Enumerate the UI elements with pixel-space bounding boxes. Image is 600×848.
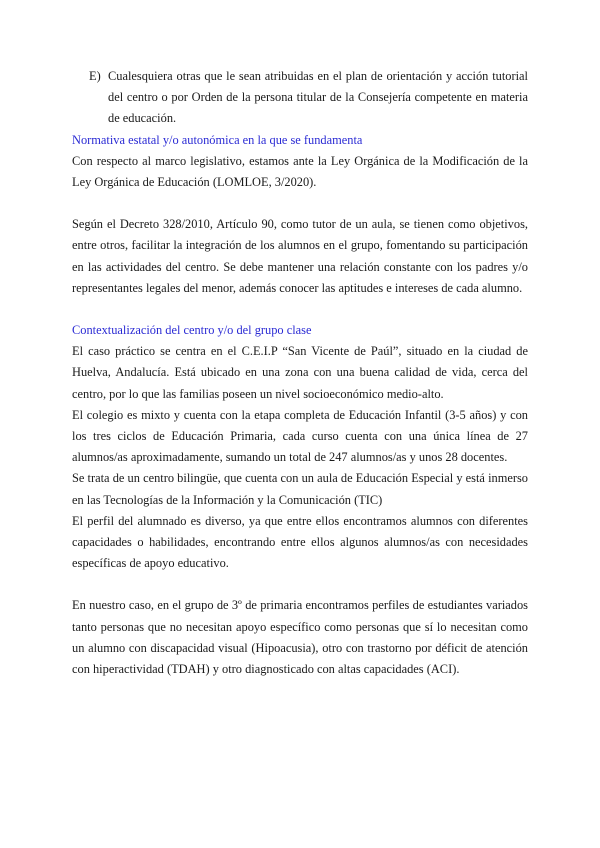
- paragraph-caso-practico: El caso práctico se centra en el C.E.I.P “San Vicente de Paúl”, situado en la ciudad de Huelva, Andalucía. Está ubicado en una zona con una buena calidad de vida, cerca del centro, por lo que las familias poseen un nivel socioeconómico medio-alto.: [72, 344, 528, 401]
- paragraph-spacer: [72, 193, 528, 214]
- document-page: [72, 66, 528, 680]
- paragraph-spacer: [72, 574, 528, 595]
- paragraph-decreto: Según el Decreto 328/2010, Artículo 90, como tutor de un aula, se tienen como objetivos, entre otros, facilitar la integración de los alumnos en el grupo, fomentando su participación en las actividades del centro. Se debe mantener una relación constante con los padres y/o representantes legales del menor, además conocer las aptitudes e intereses de cada alumno.: [72, 217, 528, 295]
- list-marker: E): [89, 69, 101, 83]
- paragraph-grupo-tercero: En nuestro caso, en el grupo de 3º de primaria encontramos perfiles de estudiantes variados tanto personas que no necesitan apoyo específico como personas que sí lo necesitan como un alumno con discapacidad visual (Hipoacusia), otro con trastorno por déficit de atención con hiperactividad (TDAH) y otro diagnosticado con altas capacidades (ACI).: [72, 598, 528, 677]
- section-heading-contextualizacion: Contextualización del centro y/o del grupo clase: [72, 323, 312, 338]
- paragraph-marco-legislativo: Con respecto al marco legislativo, estamos ante la Ley Orgánica de la Modificación de la Ley Orgánica de Educación (LOMLOE, 3/2020).: [72, 153, 528, 190]
- paragraph-perfil-alumnado: El perfil del alumnado es diverso, ya que entre ellos encontramos alumnos con diferentes capacidades o habilidades, encontrando entre ellos algunos alumnos/as con necesidades específicas de apoyo educativo.: [72, 513, 528, 571]
- paragraph-spacer: [72, 299, 528, 320]
- paragraph-colegio-mixto: El colegio es mixto y cuenta con la etapa completa de Educación Infantil (3-5 años) y con los tres ciclos de Educación Primaria, cada curso cuenta con una única línea de 27 alumnos/as aproximadamente, sumando un total de 247 alumnos/as y unos 28 docentes.: [72, 407, 528, 465]
- list-item-e: [72, 66, 528, 130]
- list-item-text: Cualesquiera otras que le sean atribuidas en el plan de orientación y acción tutorial del centro o por Orden de la persona titular de la Consejería competente en materia de educación.: [108, 69, 528, 126]
- section-heading-normativa: Normativa estatal y/o autonómica en la que se fundamenta: [72, 132, 363, 147]
- paragraph-bilingue: Se trata de un centro bilingüe, que cuenta con un aula de Educación Especial y está inmerso en las Tecnologías de la Información y la Comunicación (TIC): [72, 471, 528, 507]
